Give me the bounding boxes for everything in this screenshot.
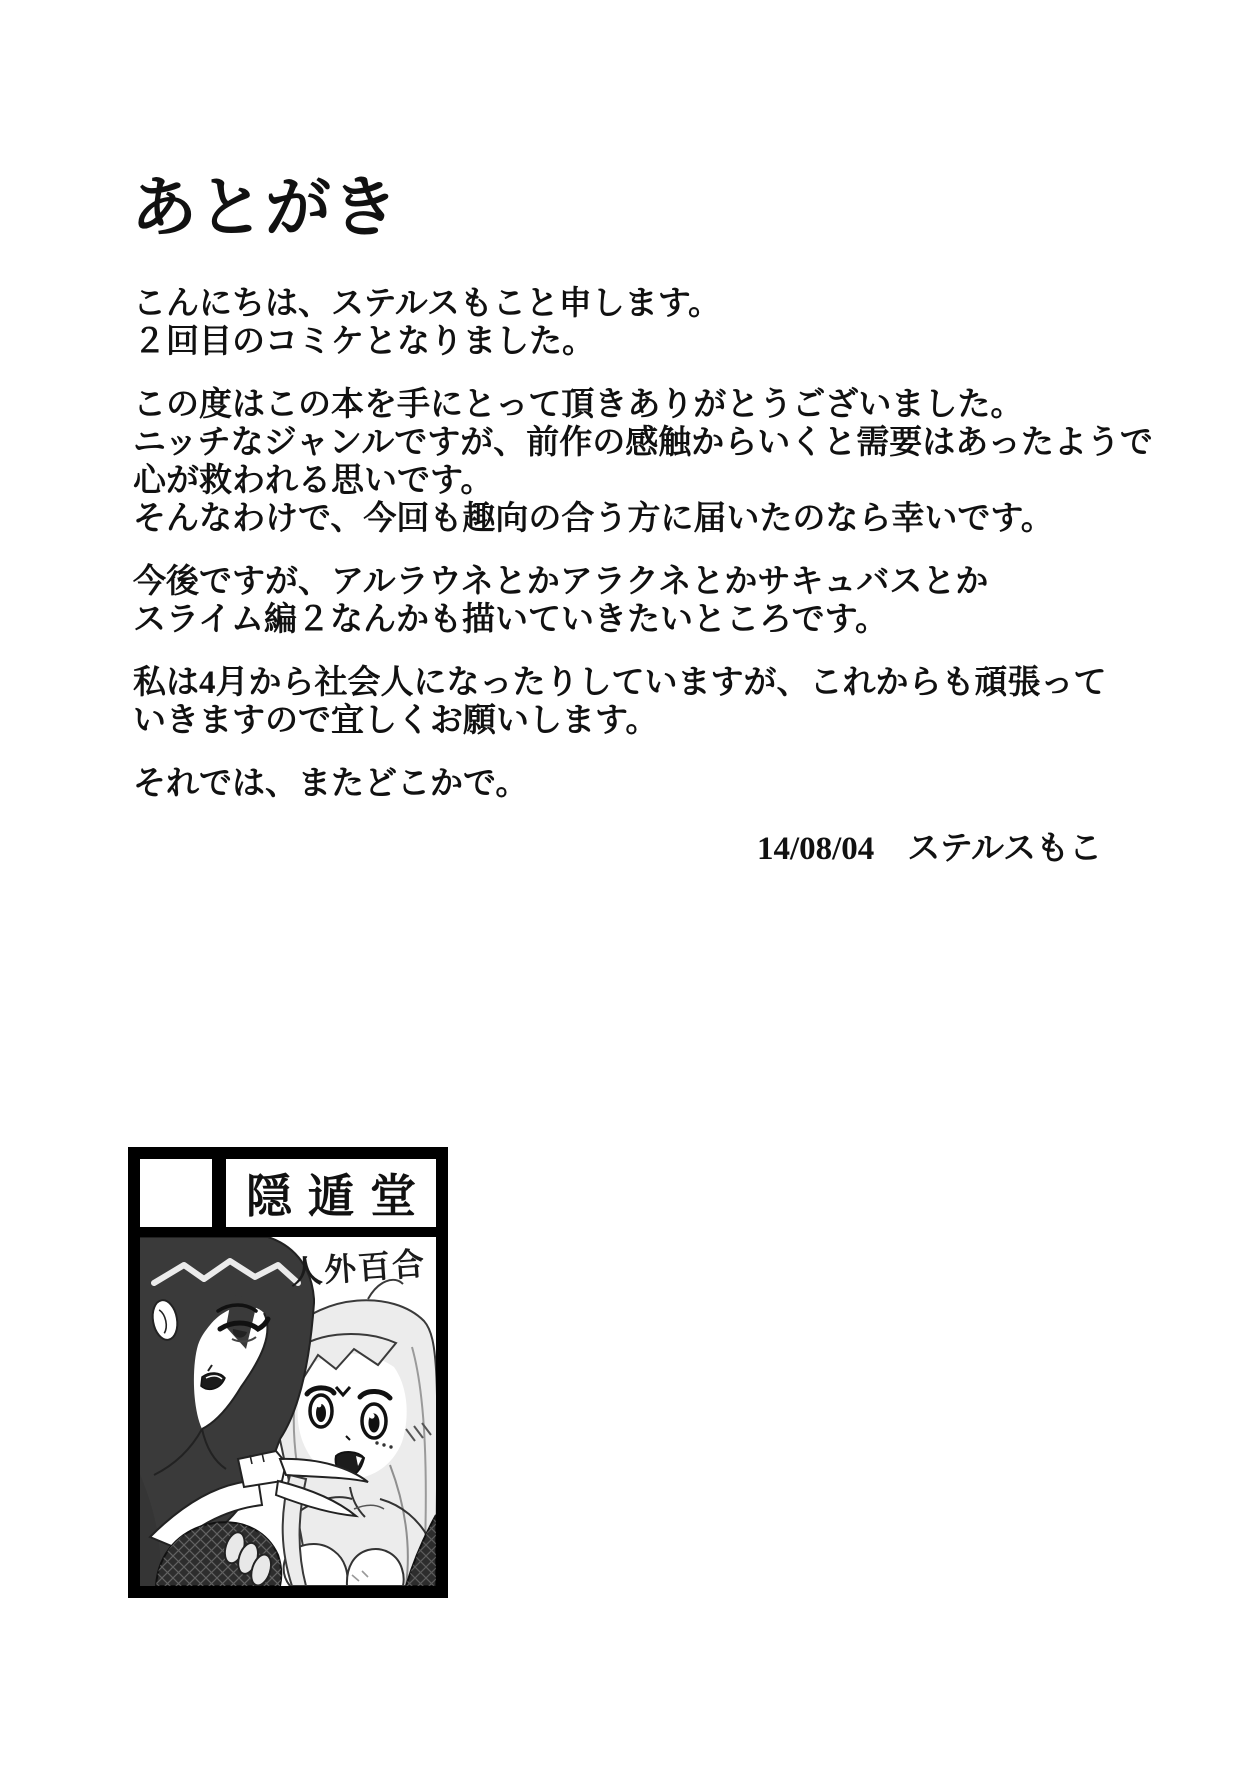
body-line: スライム編２なんかも描いていきたいところです。 <box>133 602 889 638</box>
logo-blank-square <box>140 1159 212 1227</box>
circle-name-cell <box>226 1159 436 1227</box>
paragraph <box>133 563 1183 639</box>
genre-caption: 人外百合 <box>289 1245 428 1291</box>
circle-logo-box <box>128 1147 448 1598</box>
body-line: それでは、またどこかで。 <box>133 766 529 802</box>
paragraph <box>133 285 1183 361</box>
body-line: ２回目のコミケとなりました。 <box>133 324 595 360</box>
cover-illustration <box>140 1237 436 1586</box>
body-line: こんにちは、ステルスもこと申します。 <box>133 286 722 322</box>
logo-header <box>140 1159 436 1227</box>
paragraph <box>133 765 1183 803</box>
circle-name: 隠遁堂 <box>246 1171 432 1222</box>
afterword-body <box>133 285 1183 828</box>
body-line: ニッチなジャンルですが、前作の感触からいくと需要はあったようで <box>133 425 1153 461</box>
body-line: 私は4月から社会人になったりしていますが、これからも頑張って <box>133 665 1107 701</box>
body-line: 今後ですが、アルラウネとかアラクネとかサキュバスとか <box>133 564 989 600</box>
manga-illustration <box>140 1237 436 1586</box>
body-line: 心が救われる思いです。 <box>133 463 494 499</box>
paragraph <box>133 664 1183 740</box>
body-line: そんなわけで、今回も趣向の合う方に届いたのなら幸いです。 <box>133 501 1054 537</box>
date-signature: 14/08/04 ステルスもこ <box>756 831 1102 867</box>
page-title: あとがき <box>131 172 399 246</box>
paragraph <box>133 386 1183 538</box>
body-line: いきますので宜しくお願いします。 <box>133 703 659 739</box>
body-line: この度はこの本を手にとって頂きありがとうございました。 <box>133 387 1024 423</box>
